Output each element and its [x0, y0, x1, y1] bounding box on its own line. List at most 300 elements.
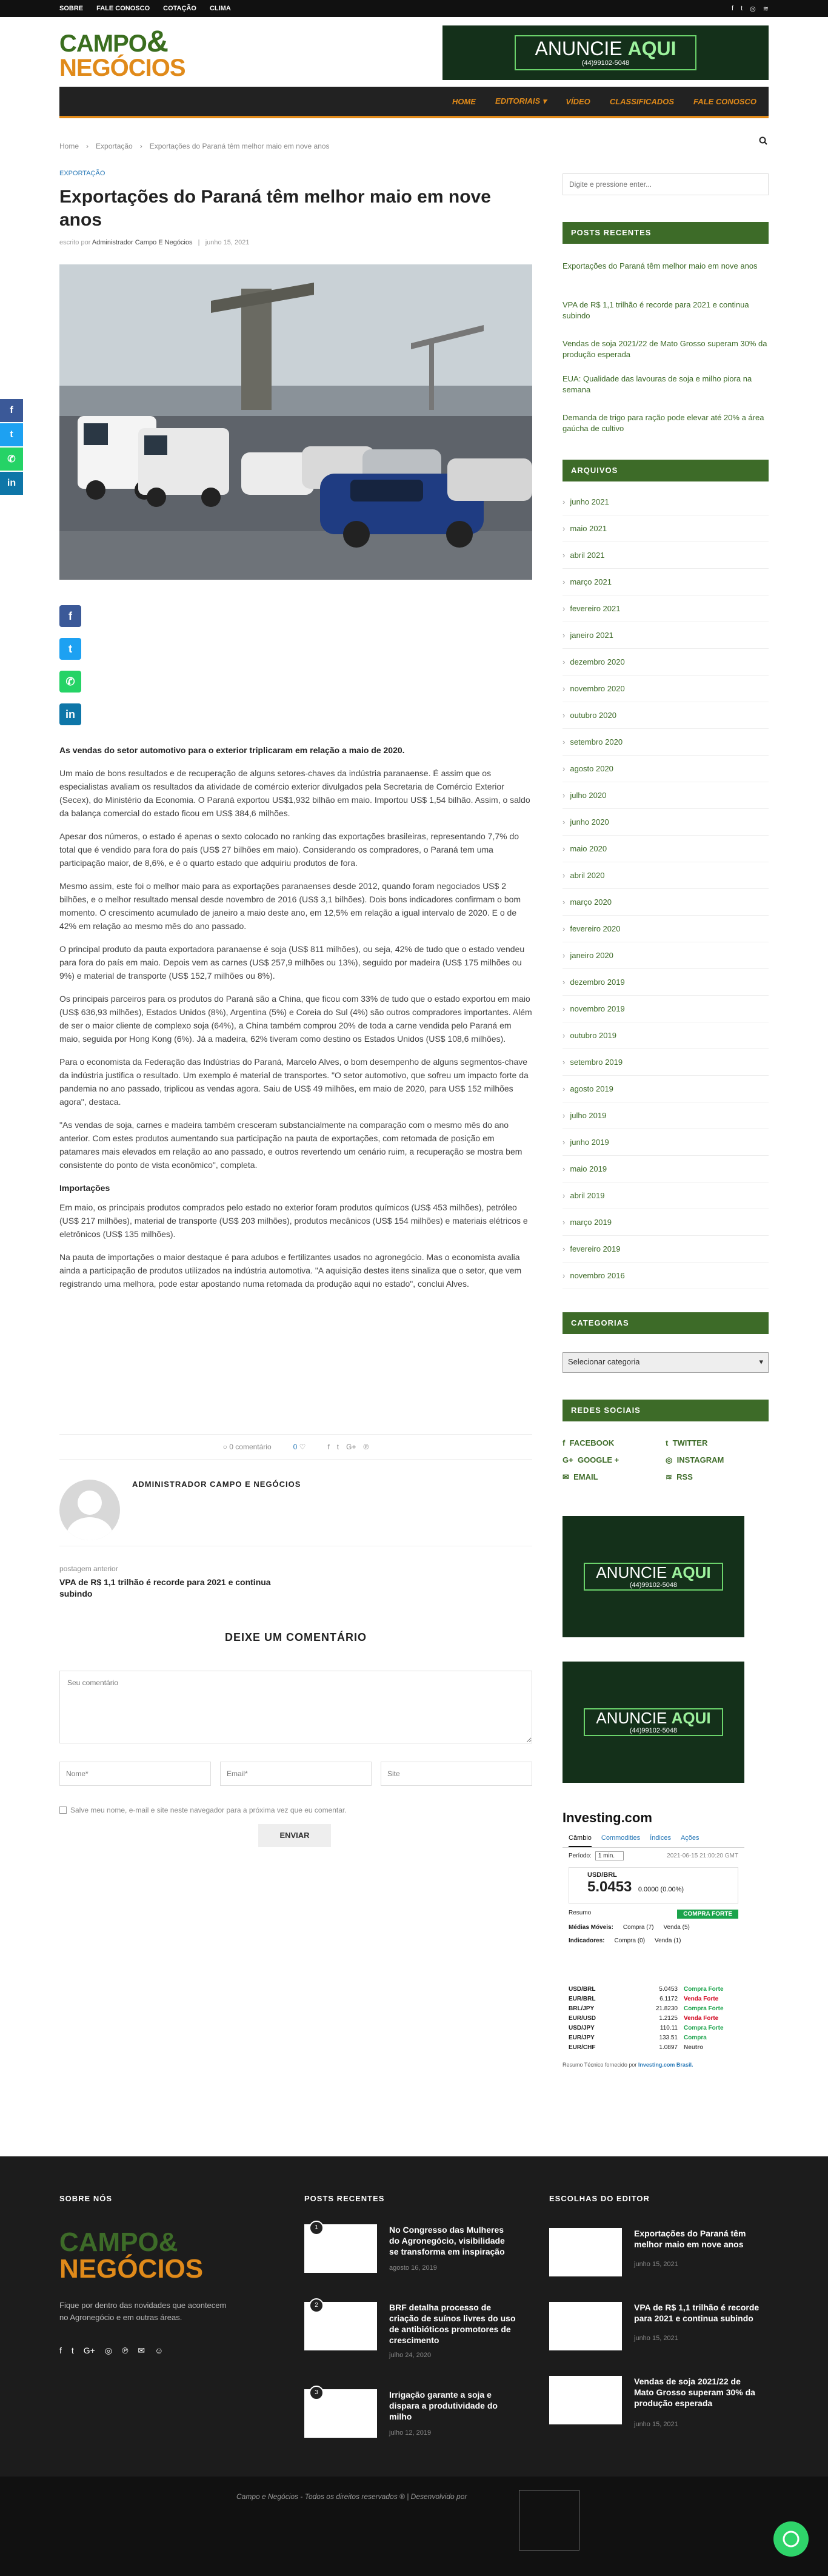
period-select[interactable]: 1 min.: [595, 1851, 624, 1860]
social-rss-link[interactable]: [666, 1472, 693, 1482]
ad-text2: AQUI: [627, 38, 676, 59]
breadcrumb-current: Exportações do Paraná têm melhor maio em nove anos: [149, 142, 330, 150]
whatsapp-float-button[interactable]: [773, 2521, 809, 2557]
article-subheading: Importações: [59, 1183, 110, 1193]
archive-link[interactable]: [563, 836, 769, 862]
tab-acoes[interactable]: Ações: [680, 1834, 699, 1842]
ad-text2: AQUI: [671, 1709, 711, 1727]
post-date: junho 15, 2021: [634, 2421, 678, 2428]
archive-label: março 2020: [570, 897, 612, 907]
fx-signal: Compra Forte: [684, 2025, 724, 2031]
archive-link[interactable]: [563, 889, 769, 916]
post-thumbnail[interactable]: [549, 2228, 622, 2276]
archive-link[interactable]: [563, 1263, 769, 1289]
category-select[interactable]: [563, 1352, 769, 1373]
article-paragraph: Mesmo assim, este foi o melhor maio para as exportações paranaenses desde 2012, quando foram negociados US$ 2 bilhões, e o melhor resultado mensal desde novembro de 2016 (US$ 3,1 bilhões). Dois bons indicadores confirmam o bom momento. O crescimento acumulado de janeiro a maio deste ano, em 12,5% em relação a igual intervalo de 2020. E o de 42% em relação ao mesmo mês do ano passado.: [59, 881, 521, 931]
archive-link[interactable]: [563, 1102, 769, 1129]
comments-count[interactable]: [223, 1443, 272, 1451]
archive-link[interactable]: [563, 1076, 769, 1102]
submit-comment-button[interactable]: ENVIAR: [258, 1824, 331, 1847]
article-title: Exportações do Paraná têm melhor maio em nove anos: [59, 187, 491, 230]
facebook-icon: f: [68, 609, 72, 622]
social-label: TWITTER: [672, 1438, 708, 1447]
breadcrumb-sep: ›: [139, 142, 142, 150]
investing-summary-row: [569, 1910, 738, 1919]
instagram-icon[interactable]: ◎: [750, 5, 756, 13]
chevron-right-icon: ›: [563, 711, 566, 720]
post-number: 3: [309, 2386, 324, 2400]
article-paragraph: Para o economista da Federação das Indústrias do Paraná, Marcelo Alves, o bom desempenho de alguns segmentos-chave da indústria justifica o resultado. Um exemplo é material de transportes. "O setor automotivo, que sofreu um impacto forte da pandemia no ano passado, triplicou as vendas agora. Saiu de US$ 49 milhões, em maio de 2020, para US$ 152 milhões agora", destaca.: [59, 1057, 529, 1107]
archive-link[interactable]: [563, 862, 769, 889]
footer-heading-recent: POSTS RECENTES: [304, 2194, 385, 2203]
comment-icon: ○: [222, 1443, 227, 1451]
fx-signal: Compra Forte: [684, 1986, 724, 1993]
ad-phone: (44)99102-5048: [629, 1727, 678, 1734]
footer-about-text: Fique por dentro das novidades que acontecem no Agronegócio e em outras áreas.: [59, 2301, 227, 2322]
facebook-icon[interactable]: f: [59, 2346, 62, 2355]
search-icon[interactable]: [759, 136, 767, 147]
logo-amp: &: [146, 24, 168, 58]
chevron-right-icon: ›: [563, 1111, 566, 1120]
recent-post-link[interactable]: EUA: Qualidade das lavouras de soja e milho piora na semana: [563, 374, 752, 394]
archive-label: agosto 2019: [570, 1084, 613, 1093]
chevron-right-icon: ›: [563, 1164, 566, 1173]
sidebar-search-input[interactable]: [563, 173, 769, 195]
google-plus-icon[interactable]: G+: [346, 1443, 356, 1451]
category-select-value: Selecionar categoria: [568, 1357, 640, 1366]
google-plus-icon[interactable]: G+: [83, 2346, 95, 2355]
archive-label: janeiro 2021: [570, 631, 613, 640]
period-label: Período:: [569, 1853, 592, 1859]
social-label: FACEBOOK: [569, 1438, 615, 1447]
archive-link[interactable]: [563, 595, 769, 622]
social-twitter-link[interactable]: [666, 1438, 707, 1447]
fx-signal: Compra: [684, 2034, 707, 2041]
footer-recent-post[interactable]: [304, 2302, 516, 2359]
quote-change: 0.0000 (0.00%): [638, 1886, 684, 1893]
fx-value: 6.1172: [659, 1996, 678, 2002]
archive-label: junho 2021: [570, 497, 609, 506]
post-thumbnail[interactable]: [549, 2376, 622, 2424]
ind-label: Indicadores:: [569, 1937, 605, 1944]
fx-value: 21.8230: [655, 2005, 678, 2012]
ad-box: [515, 35, 696, 70]
website-field[interactable]: [381, 1762, 532, 1786]
chevron-right-icon: ›: [563, 1191, 566, 1200]
archive-link[interactable]: [563, 1156, 769, 1182]
save-info-label: Salve meu nome, e-mail e site neste navegador para a próxima vez que eu comentar.: [70, 1806, 347, 1814]
investing-tabs: [563, 1834, 744, 1848]
archive-link[interactable]: [563, 649, 769, 676]
fx-signal: Venda Forte: [684, 1996, 719, 2002]
nav-video[interactable]: VÍDEO: [566, 96, 590, 106]
post-date: agosto 16, 2019: [389, 2264, 437, 2272]
logo-line1: CAMPO: [59, 30, 147, 57]
footer-logo[interactable]: [59, 2229, 203, 2283]
developer-logo[interactable]: [519, 2490, 579, 2551]
whatsapp-icon: ✆: [7, 454, 16, 465]
chevron-right-icon: ›: [563, 924, 566, 933]
editor-pick[interactable]: [549, 2376, 761, 2428]
post-number: 1: [309, 2221, 324, 2235]
summary-badge: COMPRA FORTE: [677, 1910, 738, 1919]
float-twitter-button[interactable]: [0, 423, 23, 446]
ma-sell: Venda (5): [663, 1924, 690, 1931]
archive-link[interactable]: [563, 756, 769, 782]
chevron-right-icon: ›: [563, 631, 566, 640]
social-label: GOOGLE +: [577, 1455, 619, 1464]
share-whatsapp-button[interactable]: [59, 671, 81, 693]
facebook-icon[interactable]: f: [732, 5, 734, 12]
main-nav: [59, 87, 769, 118]
archive-link[interactable]: [563, 1022, 769, 1049]
breadcrumb: [59, 142, 330, 150]
post-share-icons: [327, 1443, 369, 1451]
ad-box: [584, 1708, 723, 1736]
logo-line2: NEGÓCIOS: [59, 2254, 204, 2284]
chevron-right-icon: ›: [563, 1058, 566, 1067]
post-title[interactable]: BRF detalha processo de criação de suínos livres do uso de antibióticos promotores de crescimento: [389, 2303, 516, 2345]
archive-label: maio 2021: [570, 524, 607, 533]
archive-label: dezembro 2020: [570, 657, 625, 666]
chevron-right-icon: ›: [563, 1084, 566, 1093]
archive-label: julho 2019: [570, 1111, 607, 1120]
pinterest-icon[interactable]: ℗: [122, 2346, 129, 2355]
header-ad-banner[interactable]: [442, 25, 769, 80]
social-instagram-link[interactable]: [666, 1455, 724, 1465]
like-count: 0: [293, 1443, 298, 1451]
fx-value: 133.51: [659, 2034, 678, 2041]
archive-link[interactable]: [563, 782, 769, 809]
rss-icon: ≋: [666, 1472, 672, 1481]
comment-heading: DEIXE UM COMENTÁRIO: [224, 1631, 367, 1643]
article-paragraph: Apesar dos números, o estado é apenas o sexto colocado no ranking das exportações brasileiras, representando 7,7% do total que é vendido para fora do país (US$ 27 bilhões em maio). Considerando os compradores, o Paraná tem uma participação maior, de 8,6%, e é o quarto estado que adquiriu produtos de fora.: [59, 831, 519, 868]
nav-home[interactable]: HOME: [452, 96, 476, 106]
archive-link[interactable]: [563, 702, 769, 729]
footer-social-icons: [59, 2346, 163, 2356]
investing-footer-text: Resumo Técnico fornecido por: [563, 2062, 637, 2068]
share-linkedin-button[interactable]: [59, 703, 81, 725]
fx-signal: Neutro: [684, 2044, 704, 2051]
linkedin-icon: in: [65, 708, 75, 720]
archive-link[interactable]: [563, 942, 769, 969]
chevron-right-icon: ›: [563, 1004, 566, 1013]
chevron-right-icon: ›: [563, 871, 566, 880]
post-title[interactable]: Exportações do Paraná têm melhor maio em nove anos: [634, 2229, 746, 2249]
email-field[interactable]: [220, 1762, 372, 1786]
archive-label: junho 2019: [570, 1138, 609, 1147]
editor-pick[interactable]: [549, 2302, 761, 2350]
archive-link[interactable]: [563, 1049, 769, 1076]
table-row[interactable]: [569, 2044, 738, 2056]
chevron-right-icon: ›: [563, 577, 566, 586]
widget-heading-categories: CATEGORIAS: [563, 1312, 769, 1334]
social-label: RSS: [676, 1472, 693, 1481]
breadcrumb-section[interactable]: Exportação: [96, 142, 133, 150]
copyright-text: Campo e Negócios - Todos os direitos reservados ® | Desenvolvido por: [236, 2492, 467, 2501]
recent-post-link[interactable]: Exportações do Paraná têm melhor maio em nove anos: [563, 261, 758, 270]
snapchat-icon[interactable]: ☺: [155, 2346, 164, 2355]
archive-link[interactable]: [563, 622, 769, 649]
article-paragraph: Em maio, os principais produtos comprados pelo estado no exterior foram produtos químicos (US$ 453 milhões), petróleo (US$ 217 milhões), material de transporte (US$ 203 milhões), produtos mecânicos (US$ 154 milhões) e materiais elétricos e eletrônicos (US$ 135 milhões).: [59, 1202, 528, 1239]
archive-label: dezembro 2019: [570, 978, 625, 987]
social-facebook-link[interactable]: [563, 1438, 614, 1447]
recent-post-link[interactable]: Demanda de trigo para ração pode elevar até 20% a área gaúcha de cultivo: [563, 413, 764, 433]
instagram-icon[interactable]: ◎: [104, 2346, 113, 2355]
archive-link[interactable]: [563, 809, 769, 836]
footer-heading-editor: ESCOLHAS DO EDITOR: [549, 2194, 650, 2203]
tab-commodities[interactable]: Commodities: [601, 1834, 641, 1842]
archive-label: abril 2020: [570, 871, 605, 880]
top-link-clima[interactable]: CLIMA: [209, 5, 231, 12]
widget-heading-archives: ARQUIVOS: [563, 460, 769, 481]
chevron-down-icon: ▾: [759, 1357, 763, 1366]
ad-text2: AQUI: [671, 1563, 711, 1581]
top-link-sobre[interactable]: SOBRE: [59, 5, 84, 12]
post-title[interactable]: Irrigação garante a soja e dispara a produtividade do milho: [389, 2390, 498, 2421]
widget-heading-social: REDES SOCIAIS: [563, 1400, 769, 1421]
archive-link[interactable]: [563, 569, 769, 595]
chevron-right-icon: ›: [563, 1218, 566, 1227]
breadcrumb-home[interactable]: Home: [59, 142, 79, 150]
comments-text: 0 comentário: [229, 1443, 272, 1451]
email-icon[interactable]: ✉: [138, 2346, 145, 2355]
breadcrumb-sep: ›: [86, 142, 89, 150]
social-email-link[interactable]: [563, 1472, 598, 1482]
editor-pick[interactable]: [549, 2228, 761, 2276]
archive-link[interactable]: [563, 489, 769, 515]
rss-icon[interactable]: ≋: [763, 5, 769, 13]
ad-text1: ANUNCIE: [596, 1563, 667, 1581]
float-linkedin-button[interactable]: [0, 472, 23, 495]
twitter-icon: t: [666, 1438, 669, 1447]
ad-text1: ANUNCIE: [596, 1709, 667, 1727]
whatsapp-icon: [773, 2521, 809, 2557]
fx-pair: EUR/BRL: [569, 1996, 596, 2002]
archive-label: fevereiro 2020: [570, 924, 621, 933]
twitter-icon: t: [10, 429, 13, 440]
chevron-right-icon: ›: [563, 844, 566, 853]
article-hero-image: [59, 264, 532, 580]
site-footer: [0, 2156, 828, 2477]
site-logo[interactable]: [59, 24, 185, 81]
post-number: 2: [309, 2298, 324, 2313]
top-nav: [59, 0, 231, 17]
archive-link[interactable]: [563, 969, 769, 996]
article-paragraph: "As vendas de soja, carnes e madeira também cresceram substancialmente na comparação com o mesmo mês do ano anterior. Com estes produtos aumentando sua participação na pauta de exportações, com retomada de posição em patamares mais elevados em relação ao ano passado, e outros revertendo um cenário ruim, a recuperação se mostra bem consistente do ponto de vista econômico", completa.: [59, 1120, 523, 1170]
widget-heading-recent: POSTS RECENTES: [563, 222, 769, 244]
archive-label: setembro 2020: [570, 737, 623, 746]
logo-amp: &: [158, 2227, 178, 2257]
article-paragraph: As vendas do setor automotivo para o exterior triplicaram em relação a maio de 2020.: [59, 745, 405, 755]
ma-label: Médias Móveis:: [569, 1924, 613, 1931]
ind-buy: Compra (0): [614, 1937, 646, 1944]
chevron-right-icon: ›: [563, 764, 566, 773]
twitter-icon: t: [68, 642, 72, 655]
quote-price: 5.0453: [587, 1879, 632, 1895]
article-category[interactable]: EXPORTAÇÃO: [59, 170, 105, 177]
post-date: julho 12, 2019: [389, 2429, 432, 2437]
fx-pair: EUR/USD: [569, 2015, 596, 2022]
fx-pair: BRL/JPY: [569, 2005, 595, 2012]
investing-quote-box: [569, 1867, 738, 1903]
footer-heading-about: SOBRE NÓS: [59, 2194, 113, 2203]
chevron-right-icon: ›: [563, 737, 566, 746]
name-field[interactable]: [59, 1762, 211, 1786]
sidebar-ad-banner[interactable]: [563, 1516, 744, 1637]
prev-post-link[interactable]: VPA de R$ 1,1 trilhão é recorde para 2021 e continua subindo: [59, 1577, 271, 1598]
archive-label: outubro 2019: [570, 1031, 616, 1040]
social-label: INSTAGRAM: [676, 1455, 724, 1464]
meta-author[interactable]: Administrador Campo E Negócios: [92, 239, 193, 246]
archive-label: setembro 2019: [570, 1058, 623, 1067]
chevron-right-icon: ›: [563, 1031, 566, 1040]
meta-by: escrito por: [59, 239, 91, 246]
top-social: [732, 0, 769, 17]
archive-link[interactable]: [563, 515, 769, 542]
share-twitter-button[interactable]: [59, 638, 81, 660]
share-facebook-button[interactable]: [59, 605, 81, 627]
investing-footer-link[interactable]: Investing.com Brasil.: [638, 2062, 693, 2068]
comment-textarea[interactable]: [59, 1671, 532, 1743]
top-link-cotacao[interactable]: COTAÇÃO: [163, 5, 196, 12]
recent-post-link[interactable]: Vendas de soja 2021/22 de Mato Grosso superam 30% da produção esperada: [563, 339, 767, 359]
quote-pair: USD/BRL: [587, 1871, 617, 1879]
archive-label: fevereiro 2019: [570, 1244, 621, 1253]
heart-icon: ♡: [299, 1443, 306, 1451]
ad-phone: (44)99102-5048: [581, 59, 630, 67]
archive-link[interactable]: [563, 916, 769, 942]
ad-text1: ANUNCIE: [535, 38, 623, 59]
fx-value: 1.2125: [659, 2015, 678, 2022]
article-paragraph: Na pauta de importações o maior destaque é para adubos e fertilizantes usados no agronegócio. Mas o economista avalia ainda a participação de produtos utilizados na indústria automotiva. "A aquisição destes itens sinaliza que o setor, que vem registrando uma melhora, pode estar apostando numa retomada da produção aqui no estado", conclui Alves.: [59, 1252, 522, 1289]
article-paragraph: Um maio de bons resultados e de recuperação de alguns setores-chaves da indústria paranaense. É assim que os especialistas avaliam os resultados da atividade de comércio exterior divulgados pela Secretaria de Comércio Exterior (Secex), do Ministério da Economia. O Paraná exportou US$1,932 bilhão em maio. Importou US$ 1,54 bilhão. Assim, o saldo da balança comercial do estado ficou em US$ 384,6 milhões.: [59, 768, 530, 818]
archive-link[interactable]: [563, 676, 769, 702]
post-date: junho 15, 2021: [634, 2335, 678, 2342]
article-meta: escrito por Administrador Campo E Negócios | junho 15, 2021: [59, 239, 250, 246]
archive-label: janeiro 2020: [570, 951, 613, 960]
archive-label: agosto 2020: [570, 764, 613, 773]
article-paragraph: Os principais parceiros para os produtos do Paraná são a China, que ficou com 33% de tudo que o estado exportou em maio (US$ 636,93 milhões), Estados Unidos (8%), Argentina (5%) e Coreia do Sul (4%) são outros compradores importantes. Além de ser o maior cliente de complexo soja (64%), a China também comprou 20% de toda a carne vendida pelo Paraná em maio, seguida por Hong Kong (6%). Já a madeira, 62% tiveram como destino os Estados Unidos (US$ 108,6 milhões).: [59, 994, 532, 1044]
save-info-checkbox[interactable]: [59, 1806, 67, 1814]
email-icon: ✉: [563, 1472, 569, 1481]
archive-label: novembro 2020: [570, 684, 625, 693]
top-link-fale-conosco[interactable]: FALE CONOSCO: [96, 5, 150, 12]
post-title[interactable]: No Congresso das Mulheres do Agronegócio, visibilidade se transforma em inspiração: [389, 2225, 505, 2256]
investing-ma-row: [569, 1924, 738, 1931]
float-facebook-button[interactable]: [0, 399, 23, 422]
google-plus-icon: G+: [563, 1455, 573, 1464]
logo-line1: CAMPO: [59, 2227, 159, 2257]
ad-phone: (44)99102-5048: [629, 1581, 678, 1589]
investing-widget: [563, 1810, 744, 2068]
like-button[interactable]: [293, 1443, 306, 1451]
save-info-checkbox-row[interactable]: [59, 1806, 347, 1814]
archive-link[interactable]: [563, 1209, 769, 1236]
top-bar: [0, 0, 828, 17]
chevron-right-icon: ›: [563, 657, 566, 666]
chevron-right-icon: ›: [563, 897, 566, 907]
archive-label: maio 2019: [570, 1164, 607, 1173]
chevron-right-icon: ›: [563, 604, 566, 613]
nav-classificados[interactable]: CLASSIFICADOS: [609, 96, 674, 106]
fx-pair: USD/BRL: [569, 1986, 596, 1993]
investing-logo[interactable]: Investing.com: [563, 1810, 652, 1825]
post-thumbnail[interactable]: [549, 2302, 622, 2350]
facebook-icon: f: [10, 405, 13, 415]
footer-bottom-bar: [0, 2477, 828, 2576]
investing-footer: [563, 2062, 744, 2068]
twitter-icon[interactable]: t: [336, 1443, 339, 1451]
investing-datetime: 2021-06-15 21:00:20 GMT: [667, 1853, 738, 1859]
facebook-icon: f: [563, 1438, 566, 1447]
archive-link[interactable]: [563, 1129, 769, 1156]
chevron-right-icon: ›: [563, 1138, 566, 1147]
facebook-icon[interactable]: f: [327, 1443, 330, 1451]
post-date: julho 24, 2020: [389, 2352, 432, 2359]
ind-sell: Venda (1): [655, 1937, 681, 1944]
fx-pair: EUR/CHF: [569, 2044, 596, 2051]
tab-indices[interactable]: Índices: [650, 1834, 671, 1842]
footer-recent-post[interactable]: [304, 2389, 516, 2438]
archive-label: abril 2021: [570, 551, 605, 560]
social-label: EMAIL: [573, 1472, 598, 1481]
chevron-right-icon: ›: [563, 1271, 566, 1280]
archive-label: novembro 2016: [570, 1271, 625, 1280]
archive-link[interactable]: [563, 996, 769, 1022]
float-whatsapp-button[interactable]: [0, 448, 23, 471]
logo-line2: NEGÓCIOS: [59, 55, 185, 81]
archive-label: fevereiro 2021: [570, 604, 621, 613]
archive-label: junho 2020: [570, 817, 609, 827]
social-googleplus-link[interactable]: [563, 1455, 619, 1464]
whatsapp-icon: ✆: [65, 675, 75, 688]
post-title[interactable]: Vendas de soja 2021/22 de Mato Grosso superam 30% da produção esperada: [634, 2376, 755, 2408]
archive-link[interactable]: [563, 542, 769, 569]
archive-link[interactable]: [563, 729, 769, 756]
twitter-icon[interactable]: t: [71, 2346, 74, 2355]
author-name[interactable]: ADMINISTRADOR CAMPO E NEGÓCIOS: [132, 1480, 301, 1489]
tab-cambio[interactable]: Câmbio: [569, 1834, 592, 1847]
linkedin-icon: in: [7, 478, 16, 488]
footer-recent-post[interactable]: [304, 2224, 516, 2273]
twitter-icon[interactable]: t: [741, 5, 743, 12]
archive-link[interactable]: [563, 1236, 769, 1263]
post-title[interactable]: VPA de R$ 1,1 trilhão é recorde para 2021 e continua subindo: [634, 2303, 760, 2323]
prev-post-label: postagem anterior: [59, 1565, 118, 1573]
chevron-right-icon: ›: [563, 978, 566, 987]
chevron-right-icon: ›: [563, 551, 566, 560]
archive-label: março 2019: [570, 1218, 612, 1227]
recent-post-link[interactable]: VPA de R$ 1,1 trilhão é recorde para 2021 e continua subindo: [563, 300, 749, 320]
archive-label: julho 2020: [570, 791, 607, 800]
archive-label: abril 2019: [570, 1191, 605, 1200]
chevron-right-icon: ›: [563, 1244, 566, 1253]
archive-link[interactable]: [563, 1182, 769, 1209]
fx-pair: EUR/JPY: [569, 2034, 595, 2041]
nav-fale-conosco[interactable]: FALE CONOSCO: [693, 96, 756, 106]
archive-label: novembro 2019: [570, 1004, 625, 1013]
chevron-right-icon: ›: [563, 951, 566, 960]
post-footer-bar: [59, 1434, 532, 1460]
nav-editoriais[interactable]: EDITORIAIS ▾: [495, 96, 547, 106]
avatar: [59, 1480, 120, 1540]
instagram-icon: ◎: [666, 1455, 673, 1464]
investing-period-row: [569, 1851, 738, 1860]
chevron-right-icon: ›: [563, 497, 566, 506]
pinterest-icon[interactable]: ℗: [363, 1443, 369, 1451]
sidebar-ad-banner[interactable]: [563, 1662, 744, 1783]
